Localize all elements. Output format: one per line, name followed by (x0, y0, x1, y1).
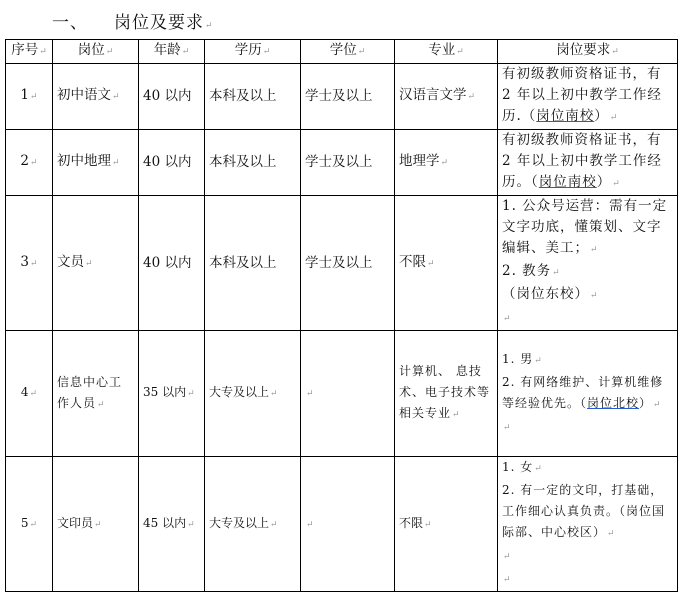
cell-text: 2. 教务 ↵ (502, 261, 673, 284)
table-cell (6, 196, 53, 331)
cell-text: 学历 ↵ (235, 42, 271, 58)
header-cell (53, 40, 139, 64)
cell-text (305, 516, 314, 530)
header-cell (6, 40, 53, 64)
table-cell (139, 130, 205, 196)
cell-text: 年龄 ↵ (154, 42, 190, 58)
cell-text: 40 以内 (143, 254, 192, 271)
table-cell (301, 196, 395, 331)
table-cell (6, 457, 53, 592)
cell-text: 汉语言文学 ↵ (399, 87, 475, 103)
table-cell (498, 457, 678, 592)
cell-text: 4 ↵ (21, 385, 37, 399)
table-cell (53, 457, 139, 592)
cell-text: 不限 ↵ (399, 254, 435, 270)
table-cell (498, 130, 678, 196)
cell-text: ） ↵ (597, 174, 621, 190)
cell-text: 专业 ↵ (428, 42, 464, 58)
table-row (6, 130, 678, 196)
cell-text: 本科及以上 (209, 254, 277, 271)
cell-text: 大专及以上 ↵ (209, 516, 278, 530)
cell-text: 45 以内 ↵ (143, 516, 195, 530)
cell-text: 学士及以上 (305, 254, 373, 271)
table-cell (395, 64, 498, 130)
cell-text (502, 568, 673, 591)
table-cell (395, 130, 498, 196)
cell-text: 岗位要求 ↵ (556, 42, 619, 58)
cell-text (502, 307, 673, 330)
table-cell (498, 196, 678, 331)
cell-text: 3 ↵ (20, 254, 37, 270)
positions-table (5, 39, 678, 592)
cell-text: 地理学 ↵ (399, 153, 448, 169)
cell-text: 有初级教师资格证书，有 2 年以上初中教学工作经历。（ (502, 132, 662, 190)
cell-text: 计算机、 息技术、电子技术等相关专业 ↵ (399, 364, 490, 420)
table-cell (139, 457, 205, 592)
cell-text: 文印员 ↵ (57, 516, 102, 530)
cell-text: 1. 公众号运营：需有一定文字功底，懂策划、文字编辑、美工； ↵ (502, 196, 673, 261)
table-cell (205, 196, 301, 331)
table-cell (53, 130, 139, 196)
table-cell (301, 331, 395, 457)
campus-link[interactable]: 岗位南校 (538, 174, 597, 190)
cell-text: 1. 女 ↵ (502, 457, 673, 480)
table-row (6, 64, 678, 130)
cell-text: 有初级教师资格证书，有 2 年以上初中教学工作经历.（ (502, 66, 662, 124)
table-cell (301, 457, 395, 592)
cell-text: 本科及以上 (209, 154, 277, 170)
table-cell (139, 331, 205, 457)
table-row (6, 331, 678, 457)
cell-text: 本科及以上 (209, 88, 277, 104)
header-cell (498, 40, 678, 64)
cell-text: 序号 ↵ (11, 42, 47, 58)
table-cell (395, 196, 498, 331)
table-cell (301, 130, 395, 196)
table-cell (205, 130, 301, 196)
section-heading: 一、 岗位及要求 ↵ (52, 8, 214, 33)
table-cell (498, 331, 678, 457)
table-cell (53, 196, 139, 331)
cell-text: 2 ↵ (20, 153, 37, 169)
table-row (6, 196, 678, 331)
header-cell (205, 40, 301, 64)
table-cell (498, 64, 678, 130)
table-cell (139, 196, 205, 331)
cell-text: 信息中心工作人员 ↵ (57, 375, 122, 410)
cell-text: 学士及以上 (305, 88, 373, 104)
cell-text: 文员 ↵ (57, 254, 93, 270)
cell-text: 40 以内 (143, 88, 192, 104)
table-cell (53, 331, 139, 457)
cell-text: 大专及以上 ↵ (209, 385, 278, 399)
table-header-row (6, 40, 678, 64)
cell-text: 不限 ↵ (399, 516, 432, 530)
cell-text: 40 以内 (143, 154, 192, 170)
table-cell (205, 457, 301, 592)
table-cell (205, 331, 301, 457)
table-cell (395, 457, 498, 592)
table-cell (53, 64, 139, 130)
campus-link[interactable]: 岗位北校 (587, 395, 640, 410)
table-cell (205, 64, 301, 130)
cell-text: ） ↵ (639, 396, 662, 410)
table-cell (139, 64, 205, 130)
cell-text: 5 ↵ (21, 516, 37, 530)
header-cell (139, 40, 205, 64)
cell-text: 2. 有一定的文印，打基础，工作细心认真负责。（岗位国际部、中心校区） ↵ (502, 480, 673, 545)
header-cell (395, 40, 498, 64)
cell-text: 2. 有网络维护、计算机维修等经验优先。（ (502, 374, 664, 410)
table-cell (395, 331, 498, 457)
table-cell (6, 130, 53, 196)
cell-text (502, 372, 673, 416)
cell-text: 初中地理 ↵ (57, 153, 120, 169)
header-cell (301, 40, 395, 64)
cell-text (305, 385, 314, 399)
table-cell (6, 64, 53, 130)
cell-text: ） ↵ (594, 108, 618, 124)
cell-text: （岗位东校） ↵ (502, 284, 673, 307)
table-cell (301, 64, 395, 130)
table-cell (6, 331, 53, 457)
cell-text: 岗位 ↵ (78, 42, 114, 58)
cell-text: 学士及以上 (305, 154, 373, 170)
cell-text (502, 416, 673, 439)
cell-text: 学位 ↵ (330, 42, 366, 58)
campus-link[interactable]: 岗位南校 (536, 108, 595, 124)
cell-text: 1. 男 ↵ (502, 349, 673, 372)
cell-text (502, 545, 673, 568)
cell-text: 1 ↵ (20, 87, 37, 103)
cell-text: 初中语文 ↵ (57, 87, 120, 103)
table-row (6, 457, 678, 592)
cell-text: 35 以内 ↵ (143, 385, 195, 399)
